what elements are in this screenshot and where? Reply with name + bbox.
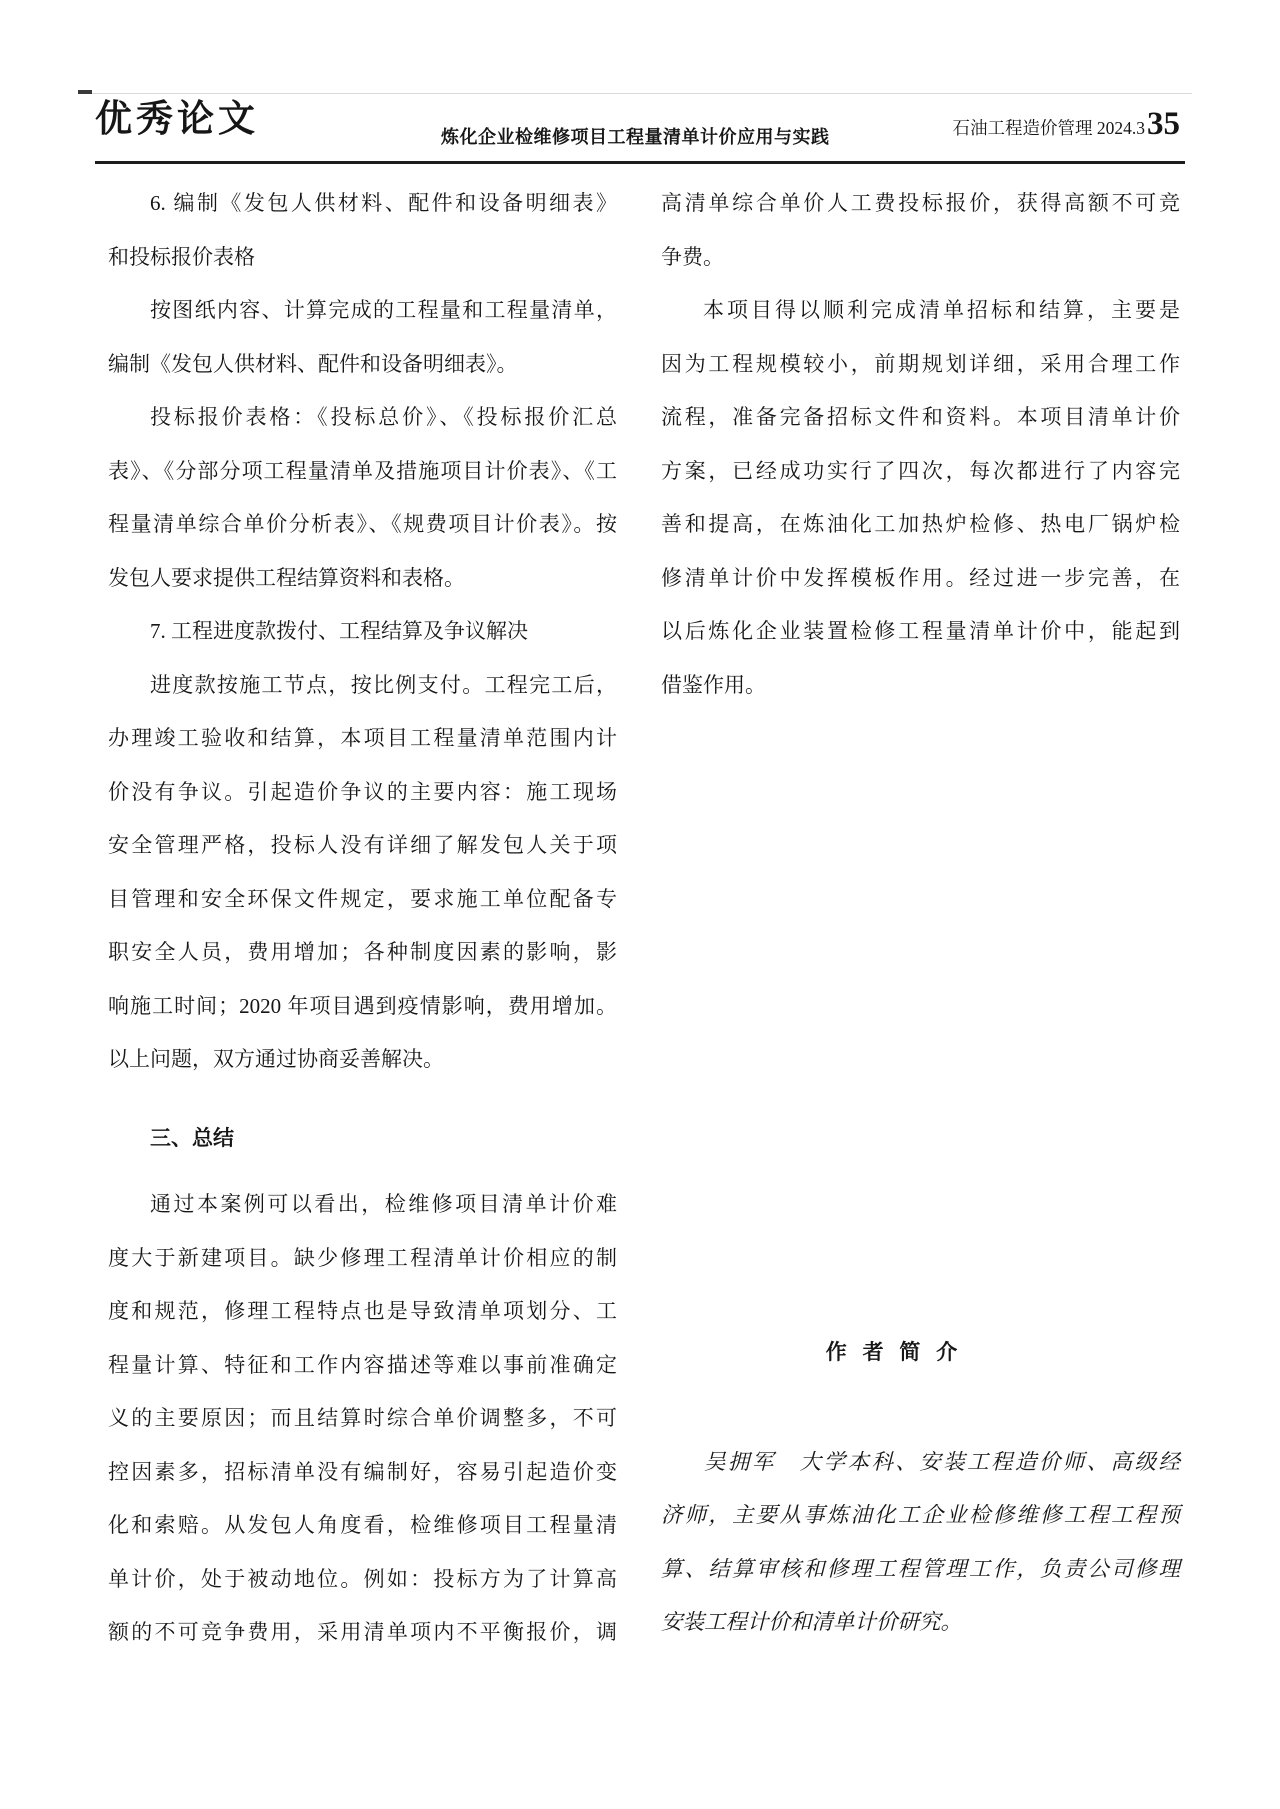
page-number: 35 bbox=[1147, 106, 1180, 142]
right-column-line: 以后炼化企业装置检修工程量清单计价中，能起到 bbox=[661, 619, 1180, 643]
left-column-line: 表》、《分部分项工程量清单及措施项目计价表》、《工 bbox=[108, 458, 617, 483]
right-column-line: 方案，已经成功实行了四次，每次都进行了内容完 bbox=[661, 458, 1180, 483]
section-label: 优秀论文 bbox=[95, 99, 259, 140]
left-column-line: 发包人要求提供工程结算资料和表格。 bbox=[108, 565, 465, 590]
left-column-line: 以上问题，双方通过协商妥善解决。 bbox=[108, 1047, 444, 1071]
left-column-line: 6. 编制《发包人供材料、配件和设备明细表》 bbox=[150, 191, 617, 215]
left-column-line: 度和规范，修理工程特点也是导致清单项划分、工 bbox=[108, 1299, 617, 1323]
left-column bbox=[108, 177, 617, 1660]
left-column-line: 控因素多，招标清单没有编制好，容易引起造价变 bbox=[108, 1459, 617, 1484]
journal-info: 石油工程造价管理 2024.3 bbox=[952, 118, 1145, 138]
article-title: 炼化企业检维修项目工程量清单计价应用与实践 bbox=[441, 127, 830, 147]
right-column-line: 善和提高，在炼油化工加热炉检修、热电厂锅炉检 bbox=[661, 512, 1180, 536]
left-column-line: 职安全人员，费用增加；各种制度因素的影响，影 bbox=[108, 940, 617, 964]
right-column-line: 因为工程规模较小，前期规划详细，采用合理工作 bbox=[661, 351, 1180, 376]
left-column-line: 进度款按施工节点，按比例支付。工程完工后， bbox=[150, 672, 617, 697]
left-column-line: 安全管理严格，投标人没有详细了解发包人关于项 bbox=[108, 833, 617, 857]
right-column-line: 借鉴作用。 bbox=[661, 672, 766, 697]
left-column-line: 度大于新建项目。缺少修理工程清单计价相应的制 bbox=[108, 1245, 617, 1270]
right-column-line: 争费。 bbox=[661, 244, 724, 269]
left-column-line: 响施工时间；2020 年项目遇到疫情影响，费用增加。 bbox=[108, 993, 617, 1018]
author-bio-line: 算、结算审核和修理工程管理工作，负责公司修理 bbox=[661, 1556, 1180, 1581]
left-column-line: 化和索赔。从发包人角度看，检维修项目工程量清 bbox=[108, 1513, 617, 1537]
left-column-line: 程量计算、特征和工作内容描述等难以事前准确定 bbox=[108, 1352, 617, 1377]
author-intro-heading: 作 者 简 介 bbox=[825, 1341, 958, 1364]
author-bio-line: 吴拥军 大学本科、安装工程造价师、高级经 bbox=[704, 1449, 1180, 1474]
left-column-line: 价没有争议。引起造价争议的主要内容：施工现场 bbox=[108, 779, 617, 804]
left-column-line: 额的不可竞争费用，采用清单项内不平衡报价，调 bbox=[108, 1620, 617, 1644]
left-column-line: 7. 工程进度款拨付、工程结算及争议解决 bbox=[150, 619, 528, 643]
author-bio bbox=[661, 1436, 1180, 1650]
header-rule bbox=[95, 161, 1185, 164]
left-column-line: 通过本案例可以看出，检维修项目清单计价难 bbox=[150, 1192, 617, 1216]
right-column-text bbox=[661, 177, 1180, 712]
right-column bbox=[661, 177, 1180, 1650]
left-column-line: 程量清单综合单价分析表》、《规费项目计价表》。按 bbox=[108, 512, 617, 536]
left-column-line: 目管理和安全环保文件规定，要求施工单位配备专 bbox=[108, 886, 617, 911]
left-column-line: 单计价，处于被动地位。例如：投标方为了计算高 bbox=[108, 1566, 617, 1591]
left-column-line: 编制《发包人供材料、配件和设备明细表》。 bbox=[108, 351, 518, 376]
right-column-line: 修清单计价中发挥模板作用。经过进一步完善，在 bbox=[661, 565, 1180, 590]
left-column-line: 和投标报价表格 bbox=[108, 244, 255, 269]
right-column-line: 本项目得以顺利完成清单招标和结算，主要是 bbox=[703, 298, 1180, 322]
left-column-line: 办理竣工验收和结算，本项目工程量清单范围内计 bbox=[108, 726, 617, 750]
right-column-line: 高清单综合单价人工费投标报价，获得高额不可竞 bbox=[661, 191, 1180, 215]
page-top-hairline bbox=[86, 93, 1192, 94]
scan-corner-mark bbox=[78, 90, 92, 94]
left-column-line: 投标报价表格：《投标总价》、《投标报价汇总 bbox=[150, 405, 617, 429]
author-bio-line: 济师，主要从事炼油化工企业检修维修工程工程预 bbox=[661, 1503, 1180, 1527]
journal-block bbox=[953, 104, 1181, 148]
left-column-line: 义的主要原因；而且结算时综合单价调整多，不可 bbox=[108, 1406, 617, 1430]
right-column-line: 流程，准备完备招标文件和资料。本项目清单计价 bbox=[661, 405, 1180, 429]
left-column-line: 按图纸内容、计算完成的工程量和工程量清单， bbox=[150, 298, 617, 322]
left-column-line: 三、总结 bbox=[150, 1126, 234, 1150]
author-bio-line: 安装工程计价和清单计价研究。 bbox=[661, 1610, 963, 1634]
